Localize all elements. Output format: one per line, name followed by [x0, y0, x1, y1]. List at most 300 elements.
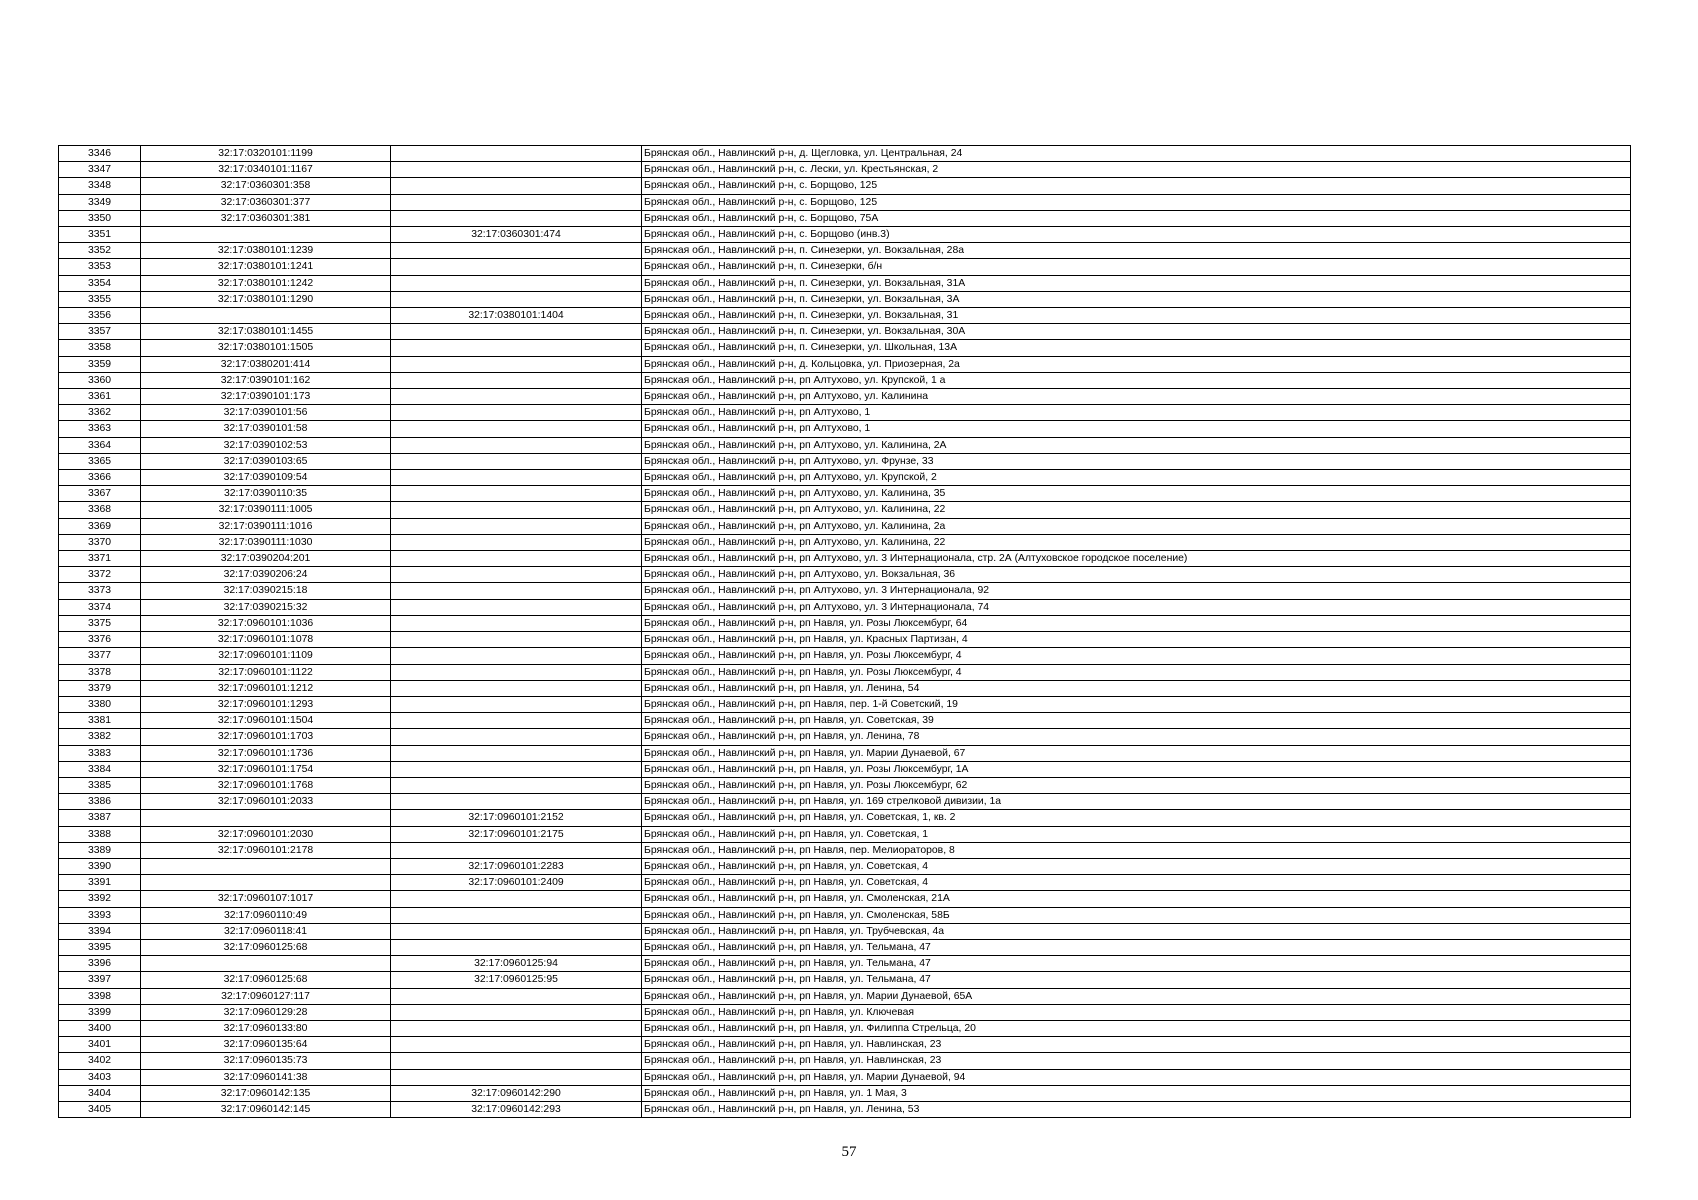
row-number-cell: 3378: [59, 664, 141, 680]
table-row: [59, 664, 1631, 680]
cadastral-number-cell: 32:17:0390101:173: [141, 389, 391, 405]
table-row: [59, 826, 1631, 842]
address-cell: Брянская обл., Навлинский р-н, рп Алтухово, ул. Вокзальная, 36: [642, 567, 1631, 583]
cadastral-number-cell: 32:17:0390111:1005: [141, 502, 391, 518]
related-cadastral-number-cell: [391, 842, 642, 858]
address-cell: Брянская обл., Навлинский р-н, рп Алтухово, ул. Калинина, 2А: [642, 437, 1631, 453]
table-row: [59, 745, 1631, 761]
row-number-cell: 3393: [59, 907, 141, 923]
table-row: [59, 308, 1631, 324]
row-number-cell: 3355: [59, 291, 141, 307]
row-number-cell: 3381: [59, 713, 141, 729]
row-number-cell: 3399: [59, 1004, 141, 1020]
address-cell: Брянская обл., Навлинский р-н, с. Лески, ул. Крестьянская, 2: [642, 162, 1631, 178]
address-cell: Брянская обл., Навлинский р-н, рп Алтухово, ул. Крупской, 1 а: [642, 372, 1631, 388]
table-row: [59, 842, 1631, 858]
address-cell: Брянская обл., Навлинский р-н, д. Щегловка, ул. Центральная, 24: [642, 146, 1631, 162]
related-cadastral-number-cell: 32:17:0360301:474: [391, 227, 642, 243]
related-cadastral-number-cell: [391, 405, 642, 421]
related-cadastral-number-cell: [391, 583, 642, 599]
table-row: [59, 210, 1631, 226]
cadastral-number-cell: 32:17:0960101:1122: [141, 664, 391, 680]
cadastral-number-cell: 32:17:0380101:1241: [141, 259, 391, 275]
cadastral-number-cell: 32:17:0960101:2033: [141, 794, 391, 810]
table-row: [59, 227, 1631, 243]
related-cadastral-number-cell: [391, 324, 642, 340]
table-row: [59, 259, 1631, 275]
row-number-cell: 3386: [59, 794, 141, 810]
row-number-cell: 3391: [59, 875, 141, 891]
register-table: [58, 145, 1631, 1118]
cadastral-number-cell: 32:17:0960133:80: [141, 1020, 391, 1036]
table-row: [59, 1037, 1631, 1053]
row-number-cell: 3401: [59, 1037, 141, 1053]
address-cell: Брянская обл., Навлинский р-н, рп Алтухово, ул. Калинина, 22: [642, 502, 1631, 518]
row-number-cell: 3389: [59, 842, 141, 858]
related-cadastral-number-cell: [391, 567, 642, 583]
row-number-cell: 3390: [59, 858, 141, 874]
related-cadastral-number-cell: 32:17:0380101:1404: [391, 308, 642, 324]
related-cadastral-number-cell: [391, 777, 642, 793]
cadastral-number-cell: 32:17:0390204:201: [141, 551, 391, 567]
cadastral-number-cell: 32:17:0960101:1109: [141, 648, 391, 664]
table-row: [59, 696, 1631, 712]
table-row: [59, 1020, 1631, 1036]
row-number-cell: 3396: [59, 956, 141, 972]
related-cadastral-number-cell: [391, 453, 642, 469]
row-number-cell: 3388: [59, 826, 141, 842]
address-cell: Брянская обл., Навлинский р-н, рп Алтухово, ул. Калинина, 22: [642, 534, 1631, 550]
row-number-cell: 3372: [59, 567, 141, 583]
related-cadastral-number-cell: [391, 615, 642, 631]
address-cell: Брянская обл., Навлинский р-н, рп Навля, ул. Навлинская, 23: [642, 1053, 1631, 1069]
related-cadastral-number-cell: [391, 745, 642, 761]
address-cell: Брянская обл., Навлинский р-н, рп Навля, ул. Розы Люксембург, 64: [642, 615, 1631, 631]
row-number-cell: 3382: [59, 729, 141, 745]
cadastral-number-cell: 32:17:0390110:35: [141, 486, 391, 502]
cadastral-number-cell: 32:17:0390215:32: [141, 599, 391, 615]
related-cadastral-number-cell: [391, 243, 642, 259]
cadastral-number-cell: 32:17:0360301:377: [141, 194, 391, 210]
address-cell: Брянская обл., Навлинский р-н, рп Навля, ул. Ключевая: [642, 1004, 1631, 1020]
cadastral-number-cell: 32:17:0360301:358: [141, 178, 391, 194]
row-number-cell: 3394: [59, 923, 141, 939]
row-number-cell: 3368: [59, 502, 141, 518]
table-row: [59, 988, 1631, 1004]
related-cadastral-number-cell: 32:17:0960101:2152: [391, 810, 642, 826]
table-row: [59, 1053, 1631, 1069]
address-cell: Брянская обл., Навлинский р-н, рп Навля, ул. Трубчевская, 4а: [642, 923, 1631, 939]
table-row: [59, 162, 1631, 178]
row-number-cell: 3352: [59, 243, 141, 259]
address-cell: Брянская обл., Навлинский р-н, рп Навля, ул. 1 Мая, 3: [642, 1085, 1631, 1101]
table-row: [59, 1069, 1631, 1085]
row-number-cell: 3359: [59, 356, 141, 372]
table-row: [59, 794, 1631, 810]
related-cadastral-number-cell: 32:17:0960125:94: [391, 956, 642, 972]
cadastral-number-cell: 32:17:0390101:56: [141, 405, 391, 421]
table-row: [59, 291, 1631, 307]
table-row: [59, 356, 1631, 372]
cadastral-number-cell: 32:17:0380101:1505: [141, 340, 391, 356]
table-row: [59, 956, 1631, 972]
row-number-cell: 3370: [59, 534, 141, 550]
row-number-cell: 3377: [59, 648, 141, 664]
row-number-cell: 3366: [59, 470, 141, 486]
row-number-cell: 3346: [59, 146, 141, 162]
address-cell: Брянская обл., Навлинский р-н, п. Синезерки, ул. Вокзальная, 30А: [642, 324, 1631, 340]
cadastral-number-cell: 32:17:0380101:1455: [141, 324, 391, 340]
row-number-cell: 3348: [59, 178, 141, 194]
table-row: [59, 891, 1631, 907]
table-row: [59, 567, 1631, 583]
table-row: [59, 421, 1631, 437]
table-row: [59, 372, 1631, 388]
related-cadastral-number-cell: [391, 259, 642, 275]
address-cell: Брянская обл., Навлинский р-н, п. Синезерки, ул. Вокзальная, 28а: [642, 243, 1631, 259]
related-cadastral-number-cell: [391, 356, 642, 372]
address-cell: Брянская обл., Навлинский р-н, п. Синезерки, ул. Вокзальная, 31: [642, 308, 1631, 324]
address-cell: Брянская обл., Навлинский р-н, рп Алтухово, 1: [642, 405, 1631, 421]
cadastral-number-cell: 32:17:0380201:414: [141, 356, 391, 372]
related-cadastral-number-cell: [391, 696, 642, 712]
table-row: [59, 729, 1631, 745]
cadastral-number-cell: 32:17:0960125:68: [141, 972, 391, 988]
cadastral-number-cell: 32:17:0960142:135: [141, 1085, 391, 1101]
related-cadastral-number-cell: [391, 1069, 642, 1085]
row-number-cell: 3397: [59, 972, 141, 988]
table-body: [59, 146, 1631, 1118]
related-cadastral-number-cell: [391, 1053, 642, 1069]
address-cell: Брянская обл., Навлинский р-н, рп Навля, ул. Тельмана, 47: [642, 939, 1631, 955]
table-row: [59, 243, 1631, 259]
related-cadastral-number-cell: [391, 648, 642, 664]
cadastral-number-cell: 32:17:0960135:64: [141, 1037, 391, 1053]
row-number-cell: 3405: [59, 1101, 141, 1117]
cadastral-number-cell: 32:17:0960101:1078: [141, 632, 391, 648]
row-number-cell: 3404: [59, 1085, 141, 1101]
address-cell: Брянская обл., Навлинский р-н, п. Синезерки, ул. Вокзальная, 3А: [642, 291, 1631, 307]
cadastral-number-cell: 32:17:0380101:1290: [141, 291, 391, 307]
table-row: [59, 1085, 1631, 1101]
related-cadastral-number-cell: [391, 146, 642, 162]
related-cadastral-number-cell: [391, 923, 642, 939]
row-number-cell: 3392: [59, 891, 141, 907]
address-cell: Брянская обл., Навлинский р-н, с. Борщово, 125: [642, 194, 1631, 210]
address-cell: Брянская обл., Навлинский р-н, рп Алтухово, ул. Калинина: [642, 389, 1631, 405]
row-number-cell: 3398: [59, 988, 141, 1004]
cadastral-number-cell: 32:17:0960101:1768: [141, 777, 391, 793]
table-row: [59, 324, 1631, 340]
row-number-cell: 3356: [59, 308, 141, 324]
cadastral-number-cell: 32:17:0390101:162: [141, 372, 391, 388]
related-cadastral-number-cell: [391, 372, 642, 388]
row-number-cell: 3362: [59, 405, 141, 421]
address-cell: Брянская обл., Навлинский р-н, рп Навля, ул. Розы Люксембург, 4: [642, 664, 1631, 680]
related-cadastral-number-cell: [391, 178, 642, 194]
related-cadastral-number-cell: [391, 291, 642, 307]
related-cadastral-number-cell: [391, 599, 642, 615]
row-number-cell: 3383: [59, 745, 141, 761]
related-cadastral-number-cell: [391, 162, 642, 178]
cadastral-number-cell: 32:17:0960107:1017: [141, 891, 391, 907]
address-cell: Брянская обл., Навлинский р-н, д. Кольцовка, ул. Приозерная, 2а: [642, 356, 1631, 372]
table-row: [59, 615, 1631, 631]
row-number-cell: 3353: [59, 259, 141, 275]
row-number-cell: 3349: [59, 194, 141, 210]
address-cell: Брянская обл., Навлинский р-н, рп Алтухово, 1: [642, 421, 1631, 437]
row-number-cell: 3357: [59, 324, 141, 340]
address-cell: Брянская обл., Навлинский р-н, рп Навля, ул. Тельмана, 47: [642, 972, 1631, 988]
cadastral-number-cell: 32:17:0960135:73: [141, 1053, 391, 1069]
table-row: [59, 502, 1631, 518]
related-cadastral-number-cell: [391, 939, 642, 955]
related-cadastral-number-cell: [391, 680, 642, 696]
address-cell: Брянская обл., Навлинский р-н, с. Борщово, 75А: [642, 210, 1631, 226]
cadastral-number-cell: 32:17:0390215:18: [141, 583, 391, 599]
related-cadastral-number-cell: [391, 794, 642, 810]
address-cell: Брянская обл., Навлинский р-н, рп Навля, ул. Советская, 4: [642, 875, 1631, 891]
address-cell: Брянская обл., Навлинский р-н, п. Синезерки, б/н: [642, 259, 1631, 275]
cadastral-number-cell: [141, 858, 391, 874]
related-cadastral-number-cell: [391, 1020, 642, 1036]
table-row: [59, 907, 1631, 923]
address-cell: Брянская обл., Навлинский р-н, рп Алтухово, ул. 3 Интернационала, 74: [642, 599, 1631, 615]
row-number-cell: 3373: [59, 583, 141, 599]
cadastral-number-cell: [141, 875, 391, 891]
related-cadastral-number-cell: 32:17:0960101:2409: [391, 875, 642, 891]
table-row: [59, 648, 1631, 664]
cadastral-number-cell: 32:17:0380101:1239: [141, 243, 391, 259]
related-cadastral-number-cell: [391, 210, 642, 226]
table-row: [59, 470, 1631, 486]
cadastral-number-cell: 32:17:0340101:1167: [141, 162, 391, 178]
address-cell: Брянская обл., Навлинский р-н, рп Навля, ул. 169 стрелковой дивизии, 1а: [642, 794, 1631, 810]
table-row: [59, 972, 1631, 988]
address-cell: Брянская обл., Навлинский р-н, рп Навля, ул. Советская, 1: [642, 826, 1631, 842]
table-row: [59, 923, 1631, 939]
row-number-cell: 3358: [59, 340, 141, 356]
table-row: [59, 437, 1631, 453]
related-cadastral-number-cell: [391, 389, 642, 405]
address-cell: Брянская обл., Навлинский р-н, рп Навля, пер. Мелиораторов, 8: [642, 842, 1631, 858]
related-cadastral-number-cell: 32:17:0960142:290: [391, 1085, 642, 1101]
address-cell: Брянская обл., Навлинский р-н, рп Навля, ул. Красных Партизан, 4: [642, 632, 1631, 648]
cadastral-number-cell: 32:17:0390109:54: [141, 470, 391, 486]
row-number-cell: 3365: [59, 453, 141, 469]
related-cadastral-number-cell: [391, 891, 642, 907]
table-row: [59, 599, 1631, 615]
row-number-cell: 3376: [59, 632, 141, 648]
cadastral-number-cell: [141, 956, 391, 972]
cadastral-number-cell: 32:17:0960118:41: [141, 923, 391, 939]
table-row: [59, 453, 1631, 469]
cadastral-number-cell: [141, 308, 391, 324]
address-cell: Брянская обл., Навлинский р-н, рп Навля, ул. Навлинская, 23: [642, 1037, 1631, 1053]
row-number-cell: 3380: [59, 696, 141, 712]
address-cell: Брянская обл., Навлинский р-н, рп Навля, ул. Розы Люксембург, 1А: [642, 761, 1631, 777]
related-cadastral-number-cell: [391, 518, 642, 534]
row-number-cell: 3347: [59, 162, 141, 178]
address-cell: Брянская обл., Навлинский р-н, рп Навля, ул. Советская, 39: [642, 713, 1631, 729]
address-cell: Брянская обл., Навлинский р-н, рп Навля, ул. Советская, 1, кв. 2: [642, 810, 1631, 826]
table-row: [59, 194, 1631, 210]
address-cell: Брянская обл., Навлинский р-н, рп Алтухово, ул. Калинина, 2а: [642, 518, 1631, 534]
related-cadastral-number-cell: 32:17:0960142:293: [391, 1101, 642, 1117]
row-number-cell: 3369: [59, 518, 141, 534]
related-cadastral-number-cell: [391, 761, 642, 777]
cadastral-number-cell: 32:17:0960101:1036: [141, 615, 391, 631]
cadastral-number-cell: 32:17:0380101:1242: [141, 275, 391, 291]
table-row: [59, 939, 1631, 955]
table-row: [59, 275, 1631, 291]
table-row: [59, 875, 1631, 891]
cadastral-number-cell: 32:17:0960101:1754: [141, 761, 391, 777]
cadastral-number-cell: 32:17:0960142:145: [141, 1101, 391, 1117]
cadastral-number-cell: 32:17:0390101:58: [141, 421, 391, 437]
address-cell: Брянская обл., Навлинский р-н, рп Алтухово, ул. 3 Интернационала, стр. 2А (Алтуховское городское поселение): [642, 551, 1631, 567]
cadastral-number-cell: 32:17:0960101:1212: [141, 680, 391, 696]
table-row: [59, 777, 1631, 793]
related-cadastral-number-cell: [391, 486, 642, 502]
row-number-cell: 3403: [59, 1069, 141, 1085]
related-cadastral-number-cell: [391, 988, 642, 1004]
cadastral-number-cell: 32:17:0960141:38: [141, 1069, 391, 1085]
table-row: [59, 146, 1631, 162]
row-number-cell: 3384: [59, 761, 141, 777]
page-number: 57: [841, 1144, 857, 1160]
row-number-cell: 3364: [59, 437, 141, 453]
table-row: [59, 486, 1631, 502]
table-row: [59, 551, 1631, 567]
table-row: [59, 405, 1631, 421]
cadastral-number-cell: 32:17:0960101:1703: [141, 729, 391, 745]
cadastral-number-cell: 32:17:0960101:1504: [141, 713, 391, 729]
related-cadastral-number-cell: [391, 534, 642, 550]
related-cadastral-number-cell: [391, 729, 642, 745]
table-row: [59, 518, 1631, 534]
address-cell: Брянская обл., Навлинский р-н, п. Синезерки, ул. Школьная, 13А: [642, 340, 1631, 356]
related-cadastral-number-cell: [391, 437, 642, 453]
row-number-cell: 3367: [59, 486, 141, 502]
related-cadastral-number-cell: [391, 551, 642, 567]
table-row: [59, 858, 1631, 874]
related-cadastral-number-cell: [391, 1037, 642, 1053]
row-number-cell: 3395: [59, 939, 141, 955]
related-cadastral-number-cell: 32:17:0960101:2175: [391, 826, 642, 842]
row-number-cell: 3350: [59, 210, 141, 226]
cadastral-number-cell: 32:17:0960129:28: [141, 1004, 391, 1020]
address-cell: Брянская обл., Навлинский р-н, рп Навля, ул. Розы Люксембург, 4: [642, 648, 1631, 664]
related-cadastral-number-cell: [391, 502, 642, 518]
related-cadastral-number-cell: [391, 1004, 642, 1020]
row-number-cell: 3360: [59, 372, 141, 388]
row-number-cell: 3363: [59, 421, 141, 437]
row-number-cell: 3385: [59, 777, 141, 793]
related-cadastral-number-cell: [391, 275, 642, 291]
address-cell: Брянская обл., Навлинский р-н, рп Алтухово, ул. Крупской, 2: [642, 470, 1631, 486]
row-number-cell: 3402: [59, 1053, 141, 1069]
address-cell: Брянская обл., Навлинский р-н, с. Борщово, 125: [642, 178, 1631, 194]
address-cell: Брянская обл., Навлинский р-н, рп Навля, ул. Смоленская, 58Б: [642, 907, 1631, 923]
row-number-cell: 3375: [59, 615, 141, 631]
address-cell: Брянская обл., Навлинский р-н, п. Синезерки, ул. Вокзальная, 31А: [642, 275, 1631, 291]
address-cell: Брянская обл., Навлинский р-н, рп Алтухово, ул. 3 Интернационала, 92: [642, 583, 1631, 599]
cadastral-number-cell: 32:17:0960127:117: [141, 988, 391, 1004]
cadastral-number-cell: 32:17:0360301:381: [141, 210, 391, 226]
table-row: [59, 389, 1631, 405]
cadastral-number-cell: 32:17:0960101:2178: [141, 842, 391, 858]
address-cell: Брянская обл., Навлинский р-н, рп Навля, ул. Тельмана, 47: [642, 956, 1631, 972]
address-cell: Брянская обл., Навлинский р-н, рп Навля, ул. Ленина, 78: [642, 729, 1631, 745]
table-row: [59, 178, 1631, 194]
cadastral-number-cell: 32:17:0320101:1199: [141, 146, 391, 162]
cadastral-number-cell: 32:17:0960101:2030: [141, 826, 391, 842]
row-number-cell: 3374: [59, 599, 141, 615]
cadastral-number-cell: 32:17:0390103:65: [141, 453, 391, 469]
row-number-cell: 3400: [59, 1020, 141, 1036]
cadastral-number-cell: 32:17:0960101:1736: [141, 745, 391, 761]
address-cell: Брянская обл., Навлинский р-н, рп Навля, ул. Смоленская, 21А: [642, 891, 1631, 907]
row-number-cell: 3361: [59, 389, 141, 405]
row-number-cell: 3387: [59, 810, 141, 826]
table-row: [59, 1004, 1631, 1020]
address-cell: Брянская обл., Навлинский р-н, рп Навля, ул. Марии Дунаевой, 67: [642, 745, 1631, 761]
related-cadastral-number-cell: [391, 907, 642, 923]
row-number-cell: 3371: [59, 551, 141, 567]
related-cadastral-number-cell: [391, 421, 642, 437]
table-row: [59, 761, 1631, 777]
related-cadastral-number-cell: [391, 194, 642, 210]
address-cell: Брянская обл., Навлинский р-н, рп Навля, пер. 1-й Советский, 19: [642, 696, 1631, 712]
address-cell: Брянская обл., Навлинский р-н, с. Борщово (инв.3): [642, 227, 1631, 243]
table-row: [59, 632, 1631, 648]
related-cadastral-number-cell: 32:17:0960101:2283: [391, 858, 642, 874]
cadastral-number-cell: 32:17:0390206:24: [141, 567, 391, 583]
address-cell: Брянская обл., Навлинский р-н, рп Навля, ул. Советская, 4: [642, 858, 1631, 874]
address-cell: Брянская обл., Навлинский р-н, рп Навля, ул. Ленина, 53: [642, 1101, 1631, 1117]
cadastral-number-cell: 32:17:0390102:53: [141, 437, 391, 453]
cadastral-number-cell: 32:17:0390111:1030: [141, 534, 391, 550]
cadastral-number-cell: 32:17:0960125:68: [141, 939, 391, 955]
address-cell: Брянская обл., Навлинский р-н, рп Алтухово, ул. Фрунзе, 33: [642, 453, 1631, 469]
cadastral-number-cell: [141, 227, 391, 243]
table-row: [59, 340, 1631, 356]
table-row: [59, 680, 1631, 696]
related-cadastral-number-cell: 32:17:0960125:95: [391, 972, 642, 988]
cadastral-number-cell: 32:17:0960101:1293: [141, 696, 391, 712]
cadastral-number-cell: 32:17:0390111:1016: [141, 518, 391, 534]
related-cadastral-number-cell: [391, 713, 642, 729]
table-row: [59, 534, 1631, 550]
table-row: [59, 713, 1631, 729]
address-cell: Брянская обл., Навлинский р-н, рп Навля, ул. Ленина, 54: [642, 680, 1631, 696]
table-row: [59, 1101, 1631, 1117]
cadastral-number-cell: [141, 810, 391, 826]
table-row: [59, 810, 1631, 826]
row-number-cell: 3379: [59, 680, 141, 696]
related-cadastral-number-cell: [391, 340, 642, 356]
related-cadastral-number-cell: [391, 632, 642, 648]
row-number-cell: 3354: [59, 275, 141, 291]
table-row: [59, 583, 1631, 599]
row-number-cell: 3351: [59, 227, 141, 243]
address-cell: Брянская обл., Навлинский р-н, рп Алтухово, ул. Калинина, 35: [642, 486, 1631, 502]
cadastral-number-cell: 32:17:0960110:49: [141, 907, 391, 923]
address-cell: Брянская обл., Навлинский р-н, рп Навля, ул. Марии Дунаевой, 94: [642, 1069, 1631, 1085]
address-cell: Брянская обл., Навлинский р-н, рп Навля, ул. Розы Люксембург, 62: [642, 777, 1631, 793]
address-cell: Брянская обл., Навлинский р-н, рп Навля, ул. Марии Дунаевой, 65А: [642, 988, 1631, 1004]
